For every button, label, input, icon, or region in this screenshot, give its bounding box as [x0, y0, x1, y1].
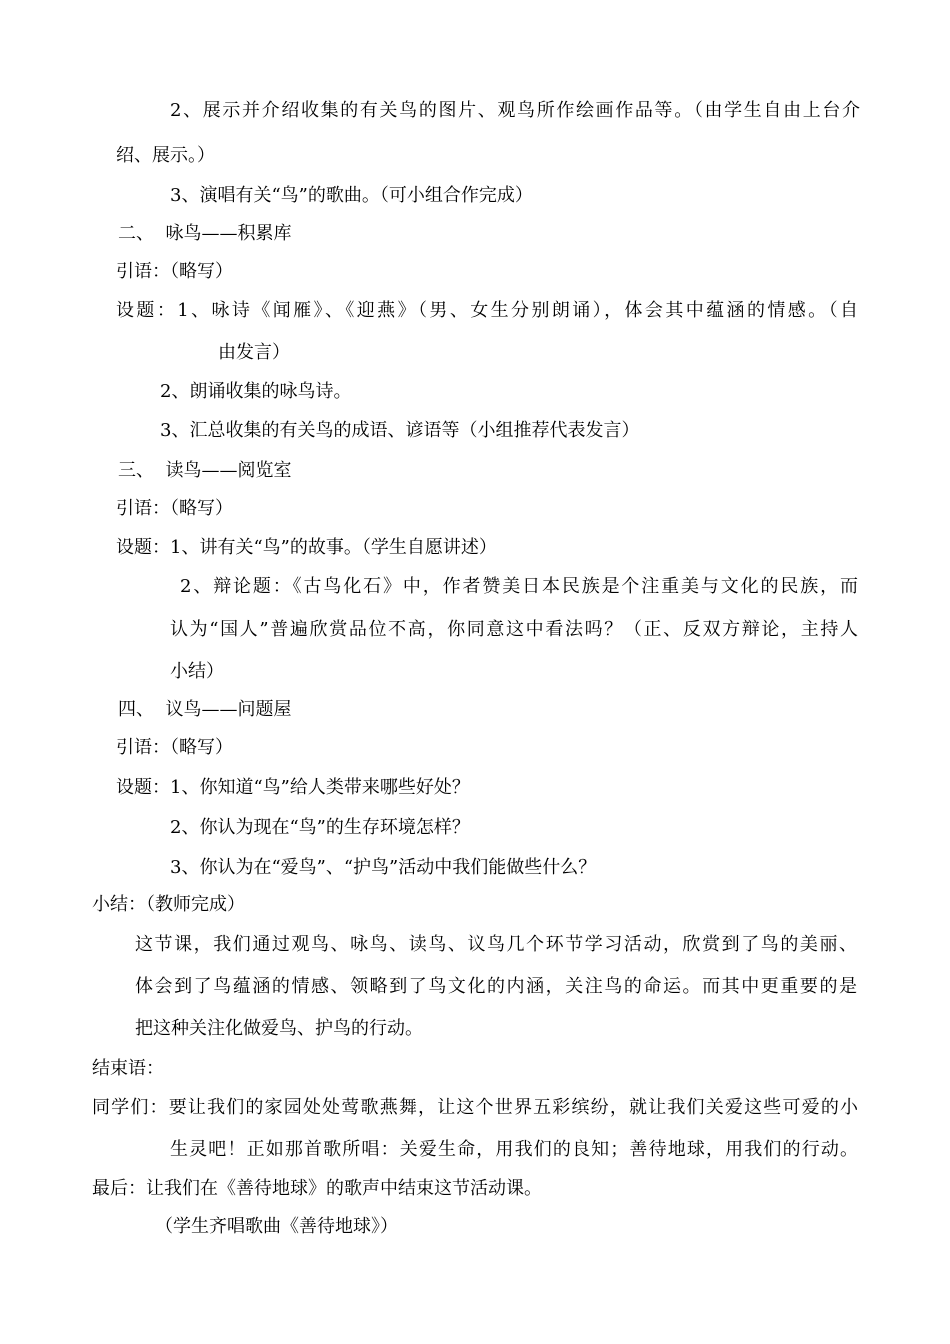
text-line: 2、朗诵收集的咏鸟诗。	[160, 381, 352, 402]
text-line: 设题：1、讲有关“鸟”的故事。（学生自愿讲述）	[116, 537, 497, 558]
text-line: 3、汇总收集的有关鸟的成语、谚语等（小组推荐代表发言）	[160, 420, 640, 441]
text-line: 这节课，我们通过观鸟、咏鸟、读鸟、议鸟几个环节学习活动，欣赏到了鸟的美丽、	[135, 934, 857, 955]
text-line: 同学们：要让我们的家园处处莺歌燕舞，让这个世界五彩缤纷，就让我们关爱这些可爱的小	[92, 1097, 858, 1118]
text-line: 引语：（略写）	[116, 498, 233, 519]
section-heading: 四、 议鸟——问题屋	[118, 699, 292, 720]
text-line: 2、展示并介绍收集的有关鸟的图片、观鸟所作绘画作品等。（由学生自由上台介	[170, 100, 860, 121]
text-line: 设题：1、咏诗《闻雁》、《迎燕》（男、女生分别朗诵），体会其中蕴涵的情感。（自	[116, 300, 858, 321]
text-line: 认为“国人”普遍欣赏品位不高，你同意这中看法吗？（正、反双方辩论，主持人	[170, 619, 858, 640]
text-line: 3、演唱有关“鸟”的歌曲。（可小组合作完成）	[170, 185, 533, 206]
text-line: 小结）	[170, 661, 224, 682]
text-line: 生灵吧！正如那首歌所唱：关爱生命，用我们的良知；善待地球，用我们的行动。	[170, 1139, 858, 1160]
text-line: 引语：（略写）	[116, 261, 233, 282]
section-heading: 三、 读鸟——阅览室	[118, 460, 292, 481]
section-heading: 二、 咏鸟——积累库	[118, 223, 292, 244]
text-line: 体会到了鸟蕴涵的情感、领略到了鸟文化的内涵，关注鸟的命运。而其中更重要的是	[135, 976, 857, 997]
text-line: 结束语：	[92, 1058, 164, 1079]
text-line: 设题：1、你知道“鸟”给人类带来哪些好处？	[116, 777, 470, 798]
text-line: 2、辩论题：《古鸟化石》中，作者赞美日本民族是个注重美与文化的民族，而	[180, 576, 858, 597]
text-line: 3、你认为在“爱鸟”、“护鸟”活动中我们能做些什么？	[170, 857, 597, 878]
text-line: 绍、展示。）	[116, 145, 215, 166]
text-line: 引语：（略写）	[116, 737, 233, 758]
text-line: 2、你认为现在“鸟”的生存环境怎样？	[170, 817, 470, 838]
text-line: 小结：（教师完成）	[92, 894, 245, 915]
text-line: 由发言）	[218, 342, 290, 363]
text-line: 把这种关注化做爱鸟、护鸟的行动。	[135, 1018, 423, 1039]
text-line: （学生齐唱歌曲《善待地球》）	[155, 1216, 398, 1237]
text-line: 最后：让我们在《善待地球》的歌声中结束这节活动课。	[92, 1178, 542, 1199]
